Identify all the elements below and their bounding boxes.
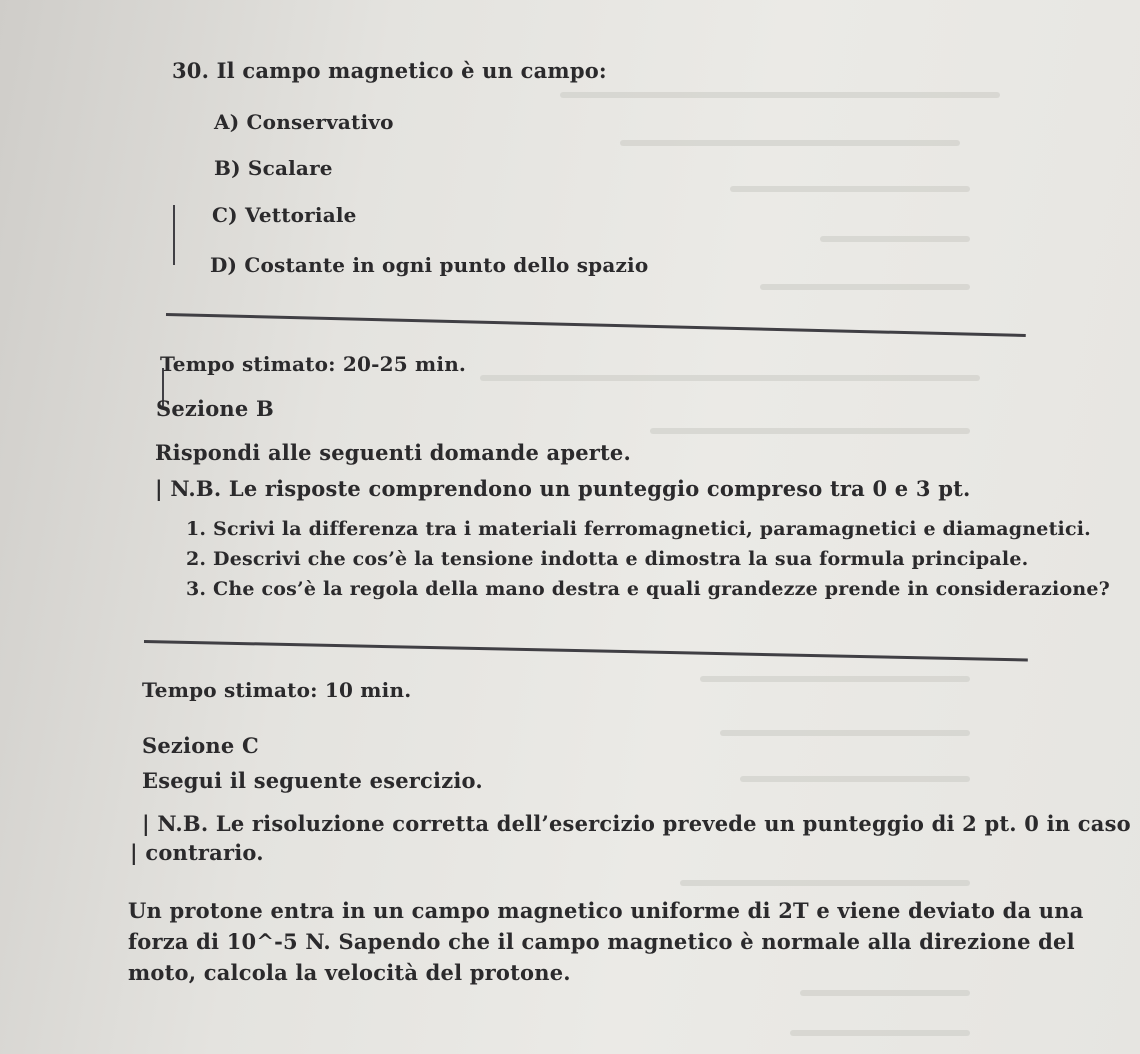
option-c: C) Vettoriale — [212, 203, 357, 227]
bleed-through-mark — [560, 92, 1000, 98]
section-b-instruction: Rispondi alle seguenti domande aperte. — [155, 440, 631, 465]
bleed-through-mark — [790, 1030, 970, 1036]
section-b-time: Tempo stimato: 20-25 min. — [160, 352, 467, 376]
exercise-line-3: moto, calcola la velocità del protone. — [128, 960, 571, 985]
margin-bar — [173, 205, 175, 265]
bleed-through-mark — [740, 776, 970, 782]
bleed-through-mark — [720, 730, 970, 736]
bleed-through-mark — [480, 375, 980, 381]
option-a: A) Conservativo — [214, 110, 394, 134]
section-c-time: Tempo stimato: 10 min. — [142, 678, 412, 702]
section-c-title: Sezione C — [142, 733, 259, 758]
bleed-through-mark — [700, 676, 970, 682]
exercise-line-1: Un protone entra in un campo magnetico uniforme di 2T e viene deviato da una — [128, 898, 1084, 923]
option-d: D) Costante in ogni punto dello spazio — [210, 253, 649, 277]
bleed-through-mark — [650, 428, 970, 434]
section-divider — [166, 313, 1026, 337]
bleed-through-mark — [620, 140, 960, 146]
section-b-note: | N.B. Le risposte comprendono un punteggio compreso tra 0 e 3 pt. — [155, 476, 971, 501]
section-c-note-line-2: | contrario. — [130, 840, 264, 865]
bleed-through-mark — [730, 186, 970, 192]
exercise-line-2: forza di 10^-5 N. Sapendo che il campo magnetico è normale alla direzione del — [128, 929, 1075, 954]
section-c-note-line-1: | N.B. Le risoluzione corretta dell’esercizio prevede un punteggio di 2 pt. 0 in caso — [142, 811, 1131, 836]
section-divider — [144, 640, 1028, 662]
option-b: B) Scalare — [214, 156, 333, 180]
question-30-prompt: 30. Il campo magnetico è un campo: — [172, 58, 607, 83]
open-question-3: 3. Che cos’è la regola della mano destra e quali grandezze prende in considerazione? — [186, 578, 1110, 600]
section-c-instruction: Esegui il seguente esercizio. — [142, 768, 483, 793]
bleed-through-mark — [680, 880, 970, 886]
open-question-2: 2. Descrivi che cos’è la tensione indotta e dimostra la sua formula principale. — [186, 548, 1029, 570]
section-b-title: Sezione B — [156, 396, 274, 421]
bleed-through-mark — [820, 236, 970, 242]
open-question-1: 1. Scrivi la differenza tra i materiali ferromagnetici, paramagnetici e diamagnetici. — [186, 518, 1091, 540]
bleed-through-mark — [800, 990, 970, 996]
bleed-through-mark — [760, 284, 970, 290]
